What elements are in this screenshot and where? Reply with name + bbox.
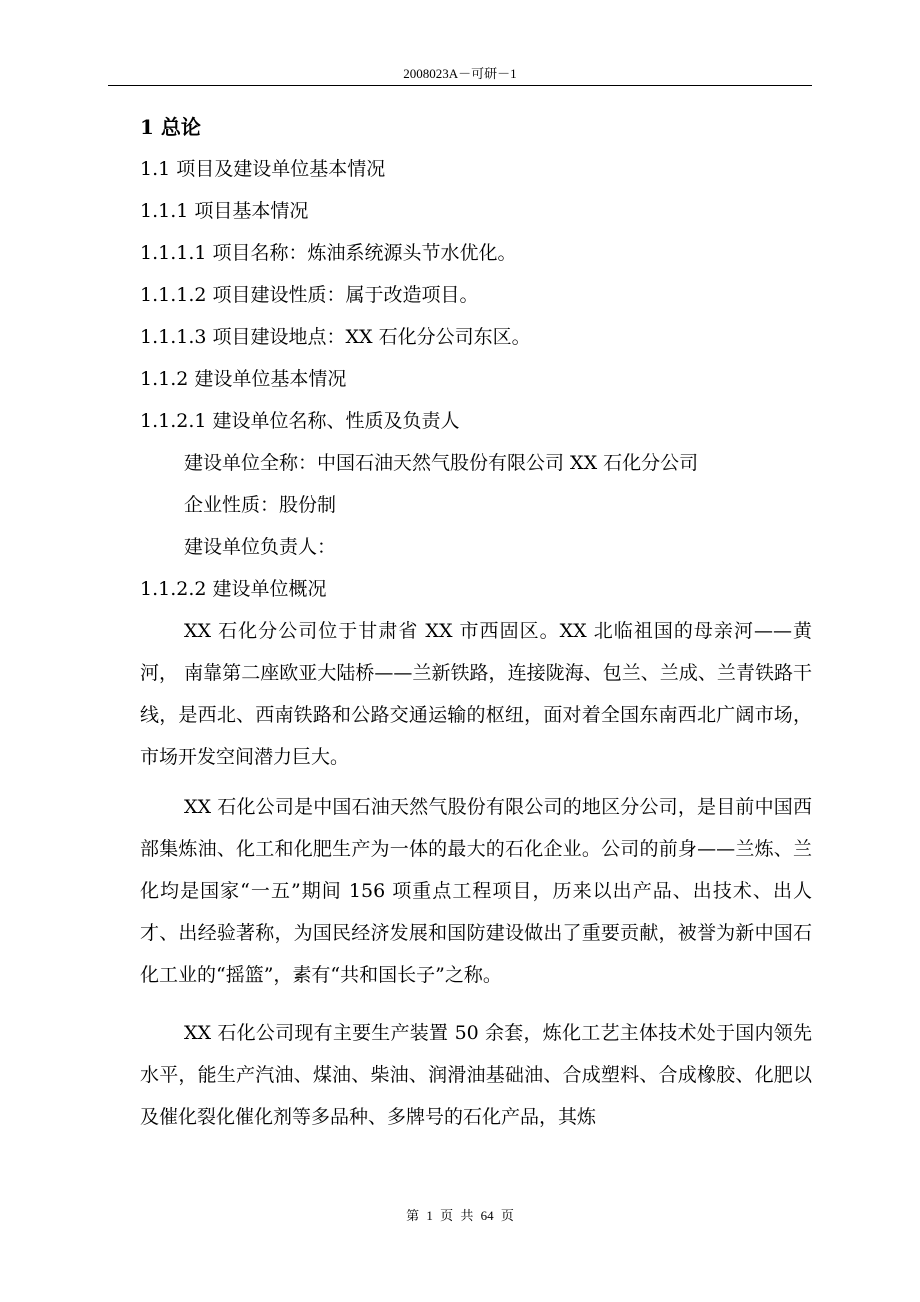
project-nature-line: 1.1.1.2 项目建设性质：属于改造项目。 [140,284,479,306]
header-rule [108,85,812,86]
project-location-line: 1.1.1.3 项目建设地点：XX 石化分公司东区。 [140,326,531,348]
project-name-line: 1.1.1.1 项目名称：炼油系统源头节水优化。 [140,242,517,264]
section-heading: 1.1 项目及建设单位基本情况 [140,158,386,180]
chapter-title: 1 总论 [140,115,201,139]
overview-heading: 1.1.2.2 建设单位概况 [140,578,327,600]
unit-leader: 建设单位负责人： [184,536,337,558]
unit-name-heading: 1.1.2.1 建设单位名称、性质及负责人 [140,410,460,432]
subsection-heading: 1.1.1 项目基本情况 [140,200,309,222]
running-header: 2008023A－可研－1 [403,66,517,81]
page-number-footer: 第 1 页 共 64 页 [406,1208,514,1223]
document-body [140,106,812,1138]
unit-full-name: 建设单位全称：中国石油天然气股份有限公司 XX 石化分公司 [184,452,699,474]
body-paragraph: XX 石化分公司位于甘肃省 XX 市西固区。XX 北临祖国的母亲河——黄河， 南靠第二座欧亚大陆桥——兰新铁路，连接陇海、包兰、兰成、兰青铁路干线，是西北、西南铁路和公路交通运输的枢纽，面对着全国东南西北广阔市场，市场开发空间潜力巨大。 [140,620,812,768]
body-paragraph: XX 石化公司现有主要生产装置 50 余套，炼化工艺主体技术处于国内领先水平，能生产汽油、煤油、柴油、润滑油基础油、合成塑料、合成橡胶、化肥以及催化裂化催化剂等多品种、多牌号的石化产品，其炼 [140,1022,812,1128]
body-paragraph: XX 石化公司是中国石油天然气股份有限公司的地区分公司，是目前中国西部集炼油、化工和化肥生产为一体的最大的石化企业。公司的前身——兰炼、兰化均是国家“一五”期间 156 项重点工程项目，历来以出产品、出技术、出人才、出经验著称，为国民经济发展和国防建设做出了重要贡献，被誉为新中国石化工业的“摇篮”，素有“共和国长子”之称。 [140,796,812,986]
enterprise-nature: 企业性质：股份制 [184,494,337,516]
subsection-heading: 1.1.2 建设单位基本情况 [140,368,347,390]
